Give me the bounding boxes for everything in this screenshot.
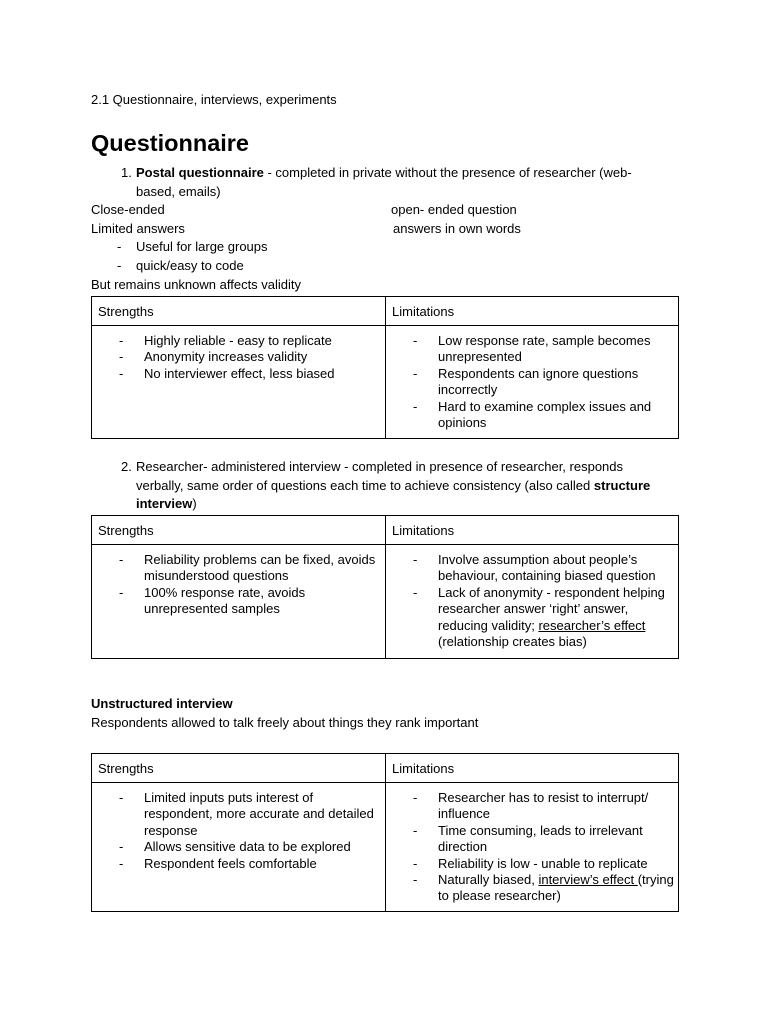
close-ended-label: Close-ended — [91, 202, 165, 217]
strengths-cell — [92, 545, 386, 659]
list-item: - Reliability problems can be fixed, avoids misunderstood questions — [119, 552, 376, 584]
strengths-limitations-table-3 — [91, 753, 679, 912]
limitations-header: Limitations — [386, 754, 679, 783]
strengths-header: Strengths — [92, 754, 386, 783]
limitations-header: Limitations — [386, 297, 679, 326]
list-item: - Lack of anonymity - respondent helping researcher answer ‘right’ answer, reducing validity; researcher’s effect (relationship creates bias) — [413, 584, 665, 650]
underlined-term: interview’s effect — [538, 872, 638, 888]
item-bold-term: Postal questionnaire — [136, 165, 264, 180]
list-item: - quick/easy to code — [117, 257, 244, 273]
strengths-header: Strengths — [92, 516, 386, 545]
item-bold-term: structure interview — [136, 477, 651, 511]
validity-note: But remains unknown affects validity — [91, 277, 302, 292]
strengths-limitations-table-1 — [91, 296, 679, 439]
unstructured-title: Unstructured interview — [91, 696, 233, 711]
page-heading: Questionnaire — [91, 130, 250, 156]
item-text: Researcher- administered interview - completed in presence of researcher, responds verbally, same order of questions each time to achieve consistency (also called — [136, 459, 624, 493]
list-item: - Respondent feels comfortable — [119, 855, 317, 871]
own-words-label: answers in own words — [393, 221, 521, 236]
list-item: - Researcher has to resist to interrupt/ influence — [413, 790, 649, 822]
open-ended-label: open- ended question — [391, 202, 517, 217]
list-item: - Anonymity increases validity — [119, 349, 308, 365]
limited-answers-label: Limited answers — [91, 221, 185, 236]
list-item: - Useful for large groups — [117, 239, 268, 254]
limitations-cell — [386, 326, 679, 439]
feature-list — [91, 238, 491, 275]
strengths-header: Strengths — [92, 297, 386, 326]
item-text: - completed in private without the presence of researcher (web-based, emails) — [136, 165, 632, 199]
list-item: - Limited inputs puts interest of respondent, more accurate and detailed response — [119, 790, 374, 838]
list-item: - Highly reliable - easy to replicate — [119, 333, 332, 348]
unstructured-description: Respondents allowed to talk freely about things they rank important — [91, 715, 479, 730]
underlined-term: researcher’s effect — [538, 617, 646, 633]
list-item: - 100% response rate, avoids unrepresented samples — [119, 584, 306, 617]
list-item: - Reliability is low - unable to replicate — [413, 855, 648, 871]
list-item: - Hard to examine complex issues and opinions — [413, 398, 652, 431]
list-item: - Respondents can ignore questions incorrectly — [413, 365, 639, 398]
strengths-cell — [92, 326, 386, 439]
list-item: - Naturally biased, interview’s effect (trying to please researcher) — [413, 872, 674, 904]
strengths-cell — [92, 783, 386, 912]
limitations-header: Limitations — [386, 516, 679, 545]
strengths-limitations-table-2 — [91, 515, 679, 659]
limitations-cell — [386, 783, 679, 912]
item-number: 2. — [121, 459, 132, 474]
list-item: - No interviewer effect, less biased — [119, 365, 335, 381]
item-number: 1. — [121, 165, 132, 180]
limitations-cell — [386, 545, 679, 659]
numbered-item-1 — [91, 164, 663, 201]
list-item: - Allows sensitive data to be explored — [119, 839, 351, 855]
list-item: - Time consuming, leads to irrelevant direction — [413, 822, 643, 855]
section-subtitle: 2.1 Questionnaire, interviews, experiments — [91, 92, 337, 107]
list-item: - Involve assumption about people’s behaviour, containing biased question — [413, 552, 656, 584]
numbered-item-2: 2. Researcher- administered interview - completed in presence of researcher, responds verbally, same order of questions each time to achieve consistency (also called structure interview) — [121, 459, 651, 511]
list-item: - Low response rate, sample becomes unrepresented — [413, 333, 651, 365]
